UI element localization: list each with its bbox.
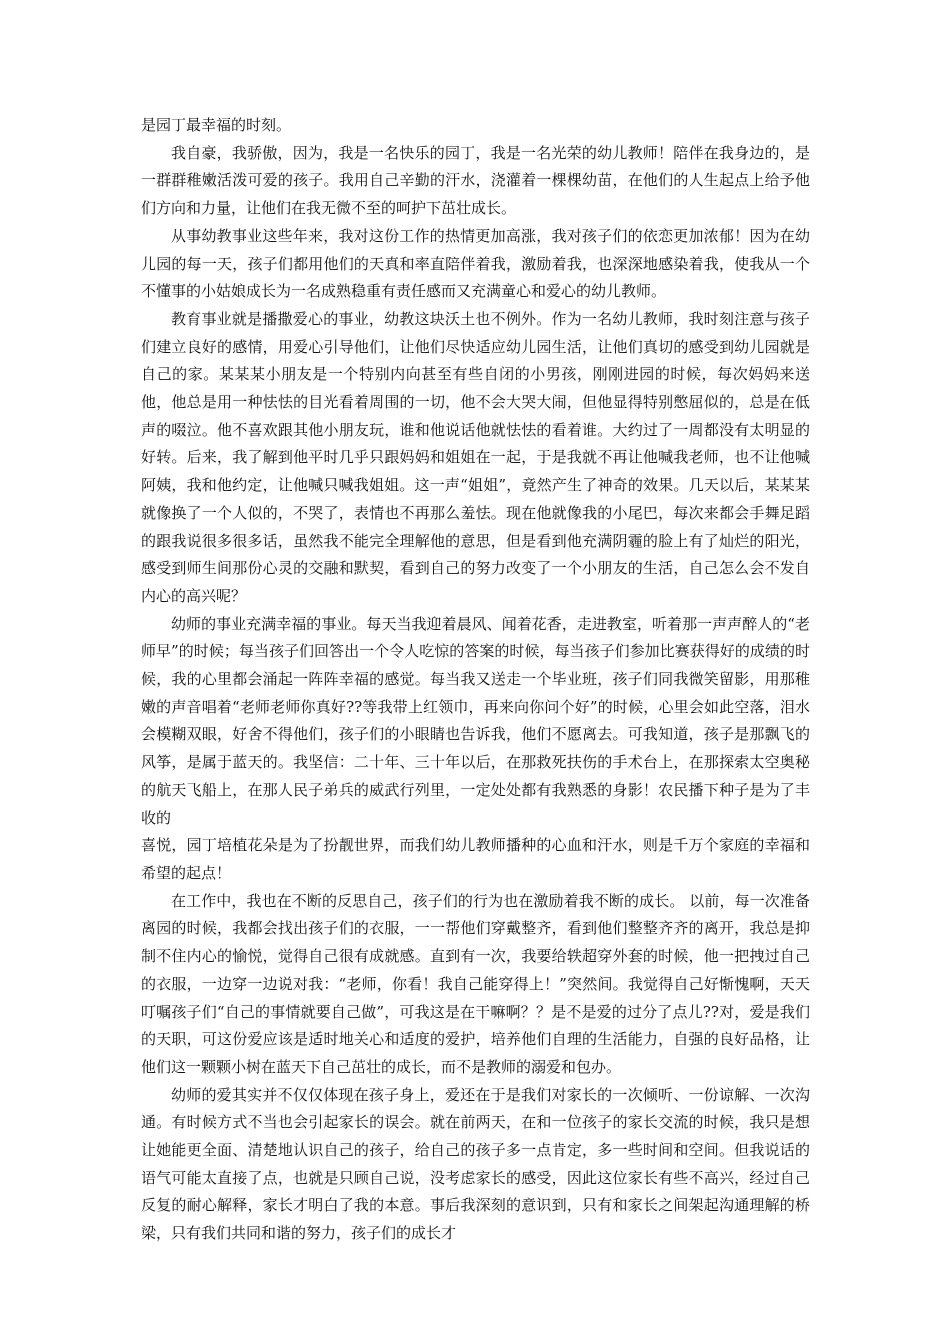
paragraph-1: 是园丁最幸福的时刻。	[141, 116, 292, 134]
paragraph-2: 我自豪，我骄傲，因为，我是一名快乐的园丁，我是一名光荣的幼儿教师！陪伴在我身边的，是一群群稚嫩活泼可爱的孩子。我用自己辛勤的汗水，浇灌着一棵棵幼苗，在他们的人生起点上给予他们方向和力量，让他们在我无微不至的呵护下茁壮成长。	[141, 143, 810, 218]
paragraph-8: 幼师的爱其实并不仅仅体现在孩子身上，爱还在于是我们对家长的一次倾听、一份谅解、一次沟通。有时候方式不当也会引起家长的误会。就在前两天，在和一位孩子的家长交流的时候，我只是想让她能更全面、清楚地认识自己的孩子，给自己的孩子多一点肯定，多一些时间和空间。但我说话的语气可能太直接了点，也就是只顾自己说，没考虑家长的感受，因此这位家长有些不高兴，经过自己反复的耐心解释，家长才明白了我的本意。事后我深刻的意识到，只有和家长之间架起沟通理解的桥梁，只有我们共同和谐的努力，孩子们的成长才	[141, 1085, 810, 1243]
paragraph-7: 在工作中，我也在不断的反思自己，孩子们的行为也在激励着我不断的成长。 以前，每一次准备离园的时候，我都会找出孩子们的衣服，一一帮他们穿戴整齐，看到他们整整齐齐的离开，我总是抑制不住内心的愉悦，觉得自己很有成就感。直到有一次，我要给轶超穿外套的时候，他一把拽过自己的衣服，一边穿一边说对我：“老师，你看！我自己能穿得上！”突然间。我觉得自己好惭愧啊，天天叮嘱孩子们“自己的事情就要自己做”，可我这是在干嘛啊？？是不是爱的过分了点儿??对，爱是我们的天职，可这份爱应该是适时地关心和适度的爱护，培养他们自理的生活能力，自强的良好品格，让他们这一颗颗小树在蓝天下自己茁壮的成长，而不是教师的溺爱和包办。	[141, 891, 810, 1076]
paragraph-3: 从事幼教事业这些年来，我对这份工作的热情更加高涨，我对孩子们的依恋更加浓郁！因为在幼儿园的每一天，孩子们都用他们的天真和率直陪伴着我，激励着我，也深深地感染着我，使我从一个不懂事的小姑娘成长为一名成熟稳重有责任感而又充满童心和爱心的幼儿教师。	[141, 226, 810, 301]
paragraph-5: 幼师的事业充满幸福的事业。每天当我迎着晨风、闻着花香，走进教室，听着那一声声醉人的“老师早”的时候；每当孩子们回答出一个令人吃惊的答案的时候，每当孩子们参加比赛获得好的成绩的时候，我的心里都会涌起一阵阵幸福的感觉。每当我又送走一个毕业班，孩子们同我微笑留影，用那稚嫩的声音唱着“老师老师你真好??等我带上红领巾，再来向你问个好”的时候，心里会如此空落，泪水会模糊双眼，好舍不得他们，孩子们的小眼睛也告诉我，他们不愿离去。可我知道，孩子是那飘飞的风筝，是属于蓝天的。我坚信：二十年、三十年以后，在那救死扶伤的手术台上，在那探索太空奥秘的航天飞船上，在那人民子弟兵的威武行列里，一定处处都有我熟悉的身影！农民播下种子是为了丰收的	[141, 614, 810, 827]
paragraph-4: 教育事业就是播撒爱心的事业，幼教这块沃土也不例外。作为一名幼儿教师，我时刻注意与孩子们建立良好的感情，用爱心引导他们，让他们尽快适应幼儿园生活，让他们真切的感受到幼儿园就是自己的家。某某某小朋友是一个特别内向甚至有些自闭的小男孩，刚刚进园的时候，每次妈妈来送他，他总是用一种怯怯的目光看着周围的一切，他不会大哭大闹，但他显得特别憋屈似的，总是在低声的啜泣。他不喜欢跟其他小朋友玩，谁和他说话他就怯怯的看着谁。大约过了一周都没有太明显的好转。后来，我了解到他平时几乎只跟妈妈和姐姐在一起，于是我就不再让他喊我老师，也不让他喊阿姨，我和他约定，让他喊只喊我姐姐。这一声“姐姐”，竟然产生了神奇的效果。几天以后，某某某就像换了一个人似的，不哭了，表情也不再那么羞怯。现在他就像我的小尾巴，每次来都会手舞足蹈的跟我说很多很多话，虽然我不能完全理解他的意思，但是看到他充满阴霾的脸上有了灿烂的阳光，感受到师生间那份心灵的交融和默契，看到自己的努力改变了一个小朋友的生活，自己怎么会不发自内心的高兴呢？	[141, 309, 810, 605]
document-body	[141, 112, 810, 1248]
paragraph-6: 喜悦，园丁培植花朵是为了扮靓世界，而我们幼儿教师播种的心血和汗水，则是千万个家庭的幸福和希望的起点！	[141, 836, 810, 882]
